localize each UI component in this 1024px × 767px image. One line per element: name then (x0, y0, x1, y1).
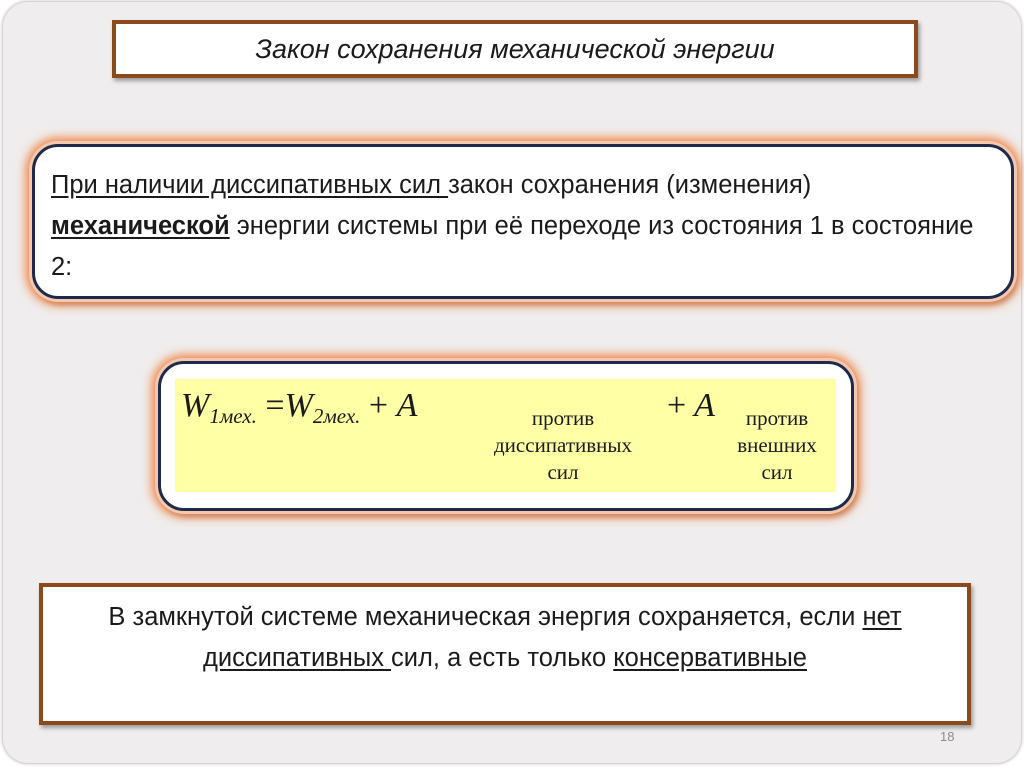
conclusion-underlined-1: нет диссипативных (203, 603, 902, 672)
description-box (32, 144, 1014, 299)
conclusion-box (39, 583, 971, 725)
plus-sign-2: + (667, 387, 687, 424)
description-part2: закон сохранения (изменения) (448, 171, 812, 199)
slide-title-text: Закон сохранения механической энергии (255, 33, 775, 64)
page-number: 18 (940, 729, 955, 744)
equals-sign: = (265, 387, 285, 424)
a2-symbol: A (694, 387, 715, 424)
slide-title (112, 20, 918, 78)
plus-sign-1: + (368, 387, 389, 424)
w2-symbol: W (284, 387, 313, 424)
formula-box (158, 361, 854, 511)
conclusion-part1: В замкнутой системе механическая энергия сохраняется, если (108, 603, 863, 631)
a1-symbol: A (396, 387, 418, 424)
description-bold-term: механической (51, 212, 230, 240)
label2-line3: сил (761, 460, 793, 484)
conclusion-part3: сил, а есть только (391, 644, 614, 672)
description-part4: энергии системы при её переходе из состояния 1 в состояние 2: (51, 212, 974, 281)
conclusion-underlined-2: консервативные (613, 644, 807, 672)
conclusion-text (43, 597, 967, 679)
label2-line1: против (745, 406, 809, 430)
description-underlined: При наличии диссипативных сил (51, 171, 449, 199)
label1-line1: против (531, 406, 595, 430)
label1-line2: диссипативных (494, 433, 632, 457)
w2-subscript: 2мех. (312, 404, 361, 428)
formula-second-term (667, 387, 715, 425)
slide (2, 1, 1022, 764)
description-text (51, 165, 991, 288)
label2-line2: внешних (737, 433, 817, 457)
formula-area (175, 379, 836, 492)
w1-subscript: 1мех. (209, 404, 257, 428)
formula-main (181, 387, 417, 429)
label1-line3: сил (547, 460, 579, 484)
w1-symbol: W (181, 387, 210, 424)
